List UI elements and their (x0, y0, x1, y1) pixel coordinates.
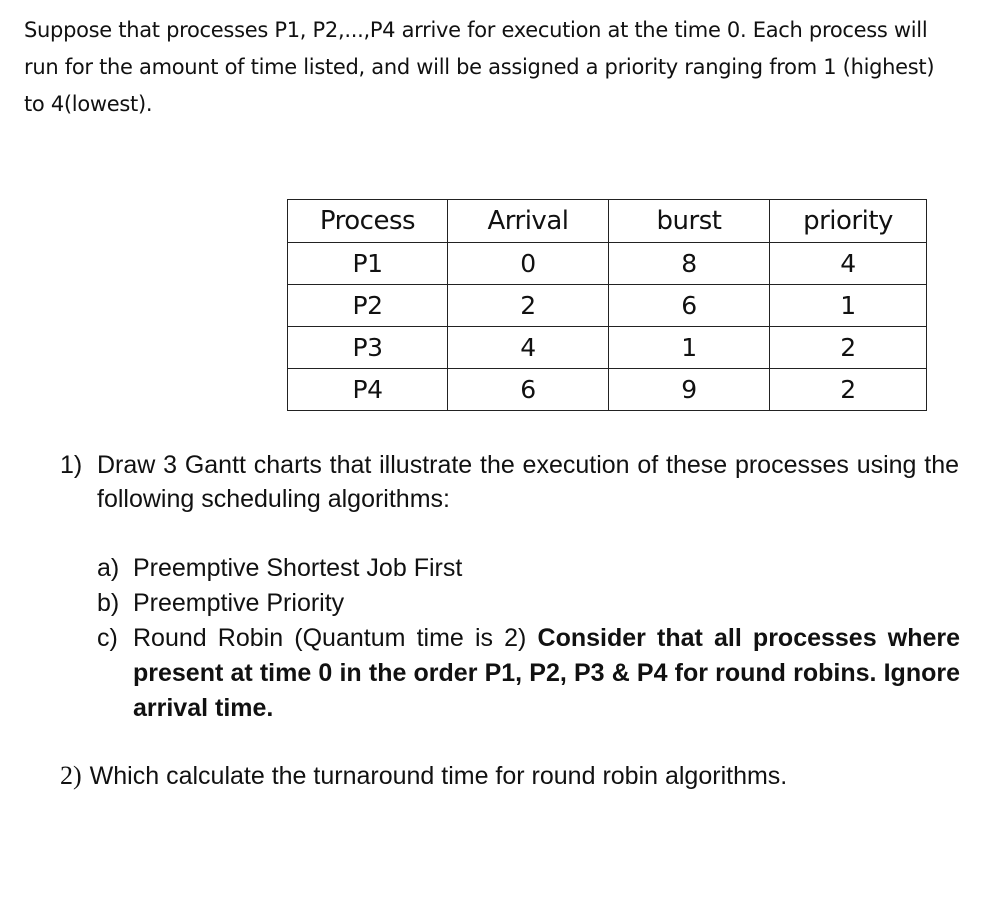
cell-priority: 4 (770, 243, 927, 285)
header-burst: burst (609, 200, 770, 243)
option-a-letter: a) (97, 554, 120, 582)
option-c-body (133, 621, 960, 726)
table-header-row (288, 200, 927, 243)
intro-line-3: to 4(lowest). (24, 92, 153, 116)
table-row (288, 285, 927, 327)
question-1 (60, 448, 980, 516)
cell-priority: 1 (770, 285, 927, 327)
option-c-letter: c) (97, 624, 118, 652)
option-b (97, 586, 960, 621)
question-1-number: 1) (60, 451, 83, 479)
cell-burst: 9 (609, 369, 770, 411)
cell-arrival: 6 (448, 369, 609, 411)
table-row (288, 243, 927, 285)
intro-line-2: run for the amount of time listed, and will be assigned a priority ranging from 1 (highest) (24, 55, 935, 79)
intro-line-1: Suppose that processes P1, P2,...,P4 arrive for execution at the time 0. Each process will (24, 18, 928, 42)
header-arrival: Arrival (448, 200, 609, 243)
question-2 (60, 759, 787, 794)
cell-arrival: 4 (448, 327, 609, 369)
option-c (97, 621, 960, 726)
option-c-text: Round Robin (Quantum time is 2) (133, 624, 527, 652)
cell-arrival: 0 (448, 243, 609, 285)
cell-burst: 1 (609, 327, 770, 369)
cell-process: P2 (288, 285, 448, 327)
table-row (288, 327, 927, 369)
cell-arrival: 2 (448, 285, 609, 327)
process-table (287, 199, 927, 411)
table-row (288, 369, 927, 411)
cell-process: P1 (288, 243, 448, 285)
option-b-text: Preemptive Priority (133, 589, 345, 617)
header-process: Process (288, 200, 448, 243)
cell-process: P3 (288, 327, 448, 369)
option-c-bold-note: Consider that all processes where present at time 0 in the order P1, P2, P3 & P4 for round robins. Ignore arrival time. (133, 624, 961, 722)
option-a (97, 551, 960, 586)
question-1-text: Draw 3 Gantt charts that illustrate the execution of these processes using the following scheduling algorithms: (97, 451, 959, 513)
cell-burst: 8 (609, 243, 770, 285)
cell-priority: 2 (770, 327, 927, 369)
question-2-number: 2) (60, 761, 82, 790)
cell-burst: 6 (609, 285, 770, 327)
question-2-text: Which calculate the turnaround time for round robin algorithms. (89, 762, 788, 790)
algorithm-options-list (97, 551, 960, 726)
intro-paragraph (24, 12, 984, 123)
cell-process: P4 (288, 369, 448, 411)
option-b-letter: b) (97, 589, 120, 617)
option-a-text: Preemptive Shortest Job First (133, 554, 463, 582)
header-priority: priority (770, 200, 927, 243)
cell-priority: 2 (770, 369, 927, 411)
